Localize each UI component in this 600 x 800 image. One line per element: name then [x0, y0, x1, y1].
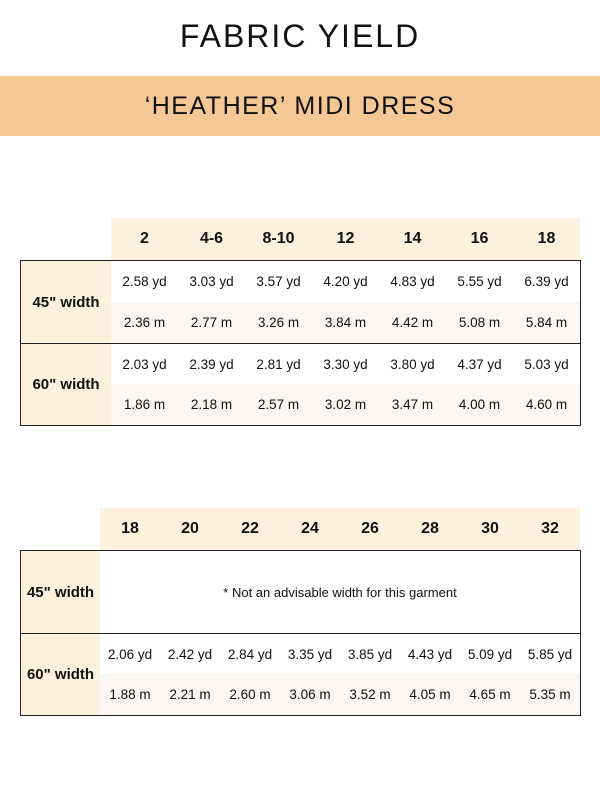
yield-cell: 4.20 yd	[323, 274, 368, 289]
yield-cell: 4.65 m	[469, 687, 511, 702]
size-header: 28	[421, 520, 439, 537]
yield-cell: 2.21 m	[169, 687, 211, 702]
garment-banner	[0, 76, 600, 136]
size-header: 24	[301, 520, 319, 537]
yield-cell: 3.02 m	[324, 397, 367, 412]
yield-cell: 3.57 yd	[256, 274, 301, 289]
yield-cell: 4.42 m	[391, 315, 434, 330]
yield-cell: 5.08 m	[458, 315, 501, 330]
yield-cell: 6.39 yd	[524, 274, 569, 289]
size-header: 16	[470, 230, 489, 247]
size-header: 18	[537, 230, 556, 247]
table-body	[20, 260, 581, 426]
yards-row	[111, 344, 580, 384]
yield-cell: 5.85 yd	[527, 646, 573, 662]
yield-cell: 3.35 yd	[287, 646, 333, 662]
meters-row	[111, 384, 580, 425]
width-group-45	[21, 551, 580, 633]
yield-cell: 2.84 yd	[227, 646, 273, 662]
width-label: 60" width	[21, 344, 111, 425]
yards-row	[100, 634, 580, 674]
size-header: 8-10	[262, 230, 295, 247]
width-group-60	[21, 344, 580, 425]
yield-cell: 5.55 yd	[457, 274, 502, 289]
yield-cell: 2.03 yd	[122, 356, 167, 372]
yield-cell: 3.85 yd	[347, 646, 393, 662]
meters-row	[111, 302, 580, 343]
yield-cell: 5.84 m	[525, 315, 568, 330]
yield-cell: 2.42 yd	[167, 646, 213, 662]
yield-cell: 3.03 yd	[189, 274, 234, 289]
yield-cell: 4.83 yd	[390, 274, 435, 289]
yield-cell: 4.00 m	[458, 397, 501, 412]
size-header: 30	[481, 520, 499, 537]
size-header: 26	[361, 520, 379, 537]
yield-cell: 2.58 yd	[122, 274, 167, 289]
width-group-45	[21, 261, 580, 343]
yield-cell: 3.80 yd	[390, 356, 435, 372]
yield-cell: 3.84 m	[324, 315, 367, 330]
width-label: 45" width	[21, 551, 100, 633]
yield-cell: 2.39 yd	[189, 356, 234, 372]
yield-cell: 2.57 m	[257, 397, 300, 412]
yield-cell: 4.43 yd	[407, 646, 453, 662]
size-header: 2	[140, 230, 149, 247]
yield-cell: 3.26 m	[257, 315, 300, 330]
yield-cell: 4.05 m	[409, 687, 451, 702]
yield-cell: 2.18 m	[190, 397, 233, 412]
yield-cell: 4.60 m	[525, 397, 568, 412]
yield-cell: 5.03 yd	[524, 356, 569, 372]
garment-name: ‘HEATHER’ MIDI DRESS	[144, 91, 456, 120]
page-title: FABRIC YIELD	[179, 18, 421, 54]
size-header: 20	[181, 520, 199, 537]
yield-cell: 2.60 m	[229, 687, 271, 702]
yield-cell: 2.81 yd	[256, 356, 301, 372]
yield-cell: 5.35 m	[529, 687, 571, 702]
yield-cell: 3.06 m	[289, 687, 331, 702]
size-header-row	[111, 218, 580, 260]
size-header: 4-6	[199, 230, 224, 247]
size-header: 12	[336, 230, 355, 247]
size-header-row	[100, 508, 580, 550]
yield-cell: 3.47 m	[391, 397, 434, 412]
width-label: 60" width	[21, 634, 100, 715]
yield-cell: 2.77 m	[190, 315, 233, 330]
yield-cell: 4.37 yd	[457, 356, 502, 372]
yield-cell: 3.30 yd	[323, 356, 368, 372]
yield-cell: 3.52 m	[349, 687, 391, 702]
yield-cell: 1.86 m	[123, 397, 166, 412]
size-header: 14	[403, 230, 422, 247]
yield-cell: 1.88 m	[109, 687, 151, 702]
yield-cell: 2.06 yd	[107, 646, 153, 662]
size-header: 22	[241, 520, 259, 537]
width-label: 45" width	[21, 261, 111, 343]
yards-row	[111, 261, 580, 302]
yield-cell: 5.09 yd	[467, 646, 513, 662]
size-header: 32	[541, 520, 559, 537]
table-body	[20, 550, 581, 716]
meters-row	[100, 674, 580, 715]
yield-cell: 2.36 m	[123, 315, 166, 330]
width-group-60	[21, 634, 580, 715]
size-header: 18	[121, 520, 139, 537]
not-advisable-note: * Not an advisable width for this garment	[223, 584, 457, 600]
